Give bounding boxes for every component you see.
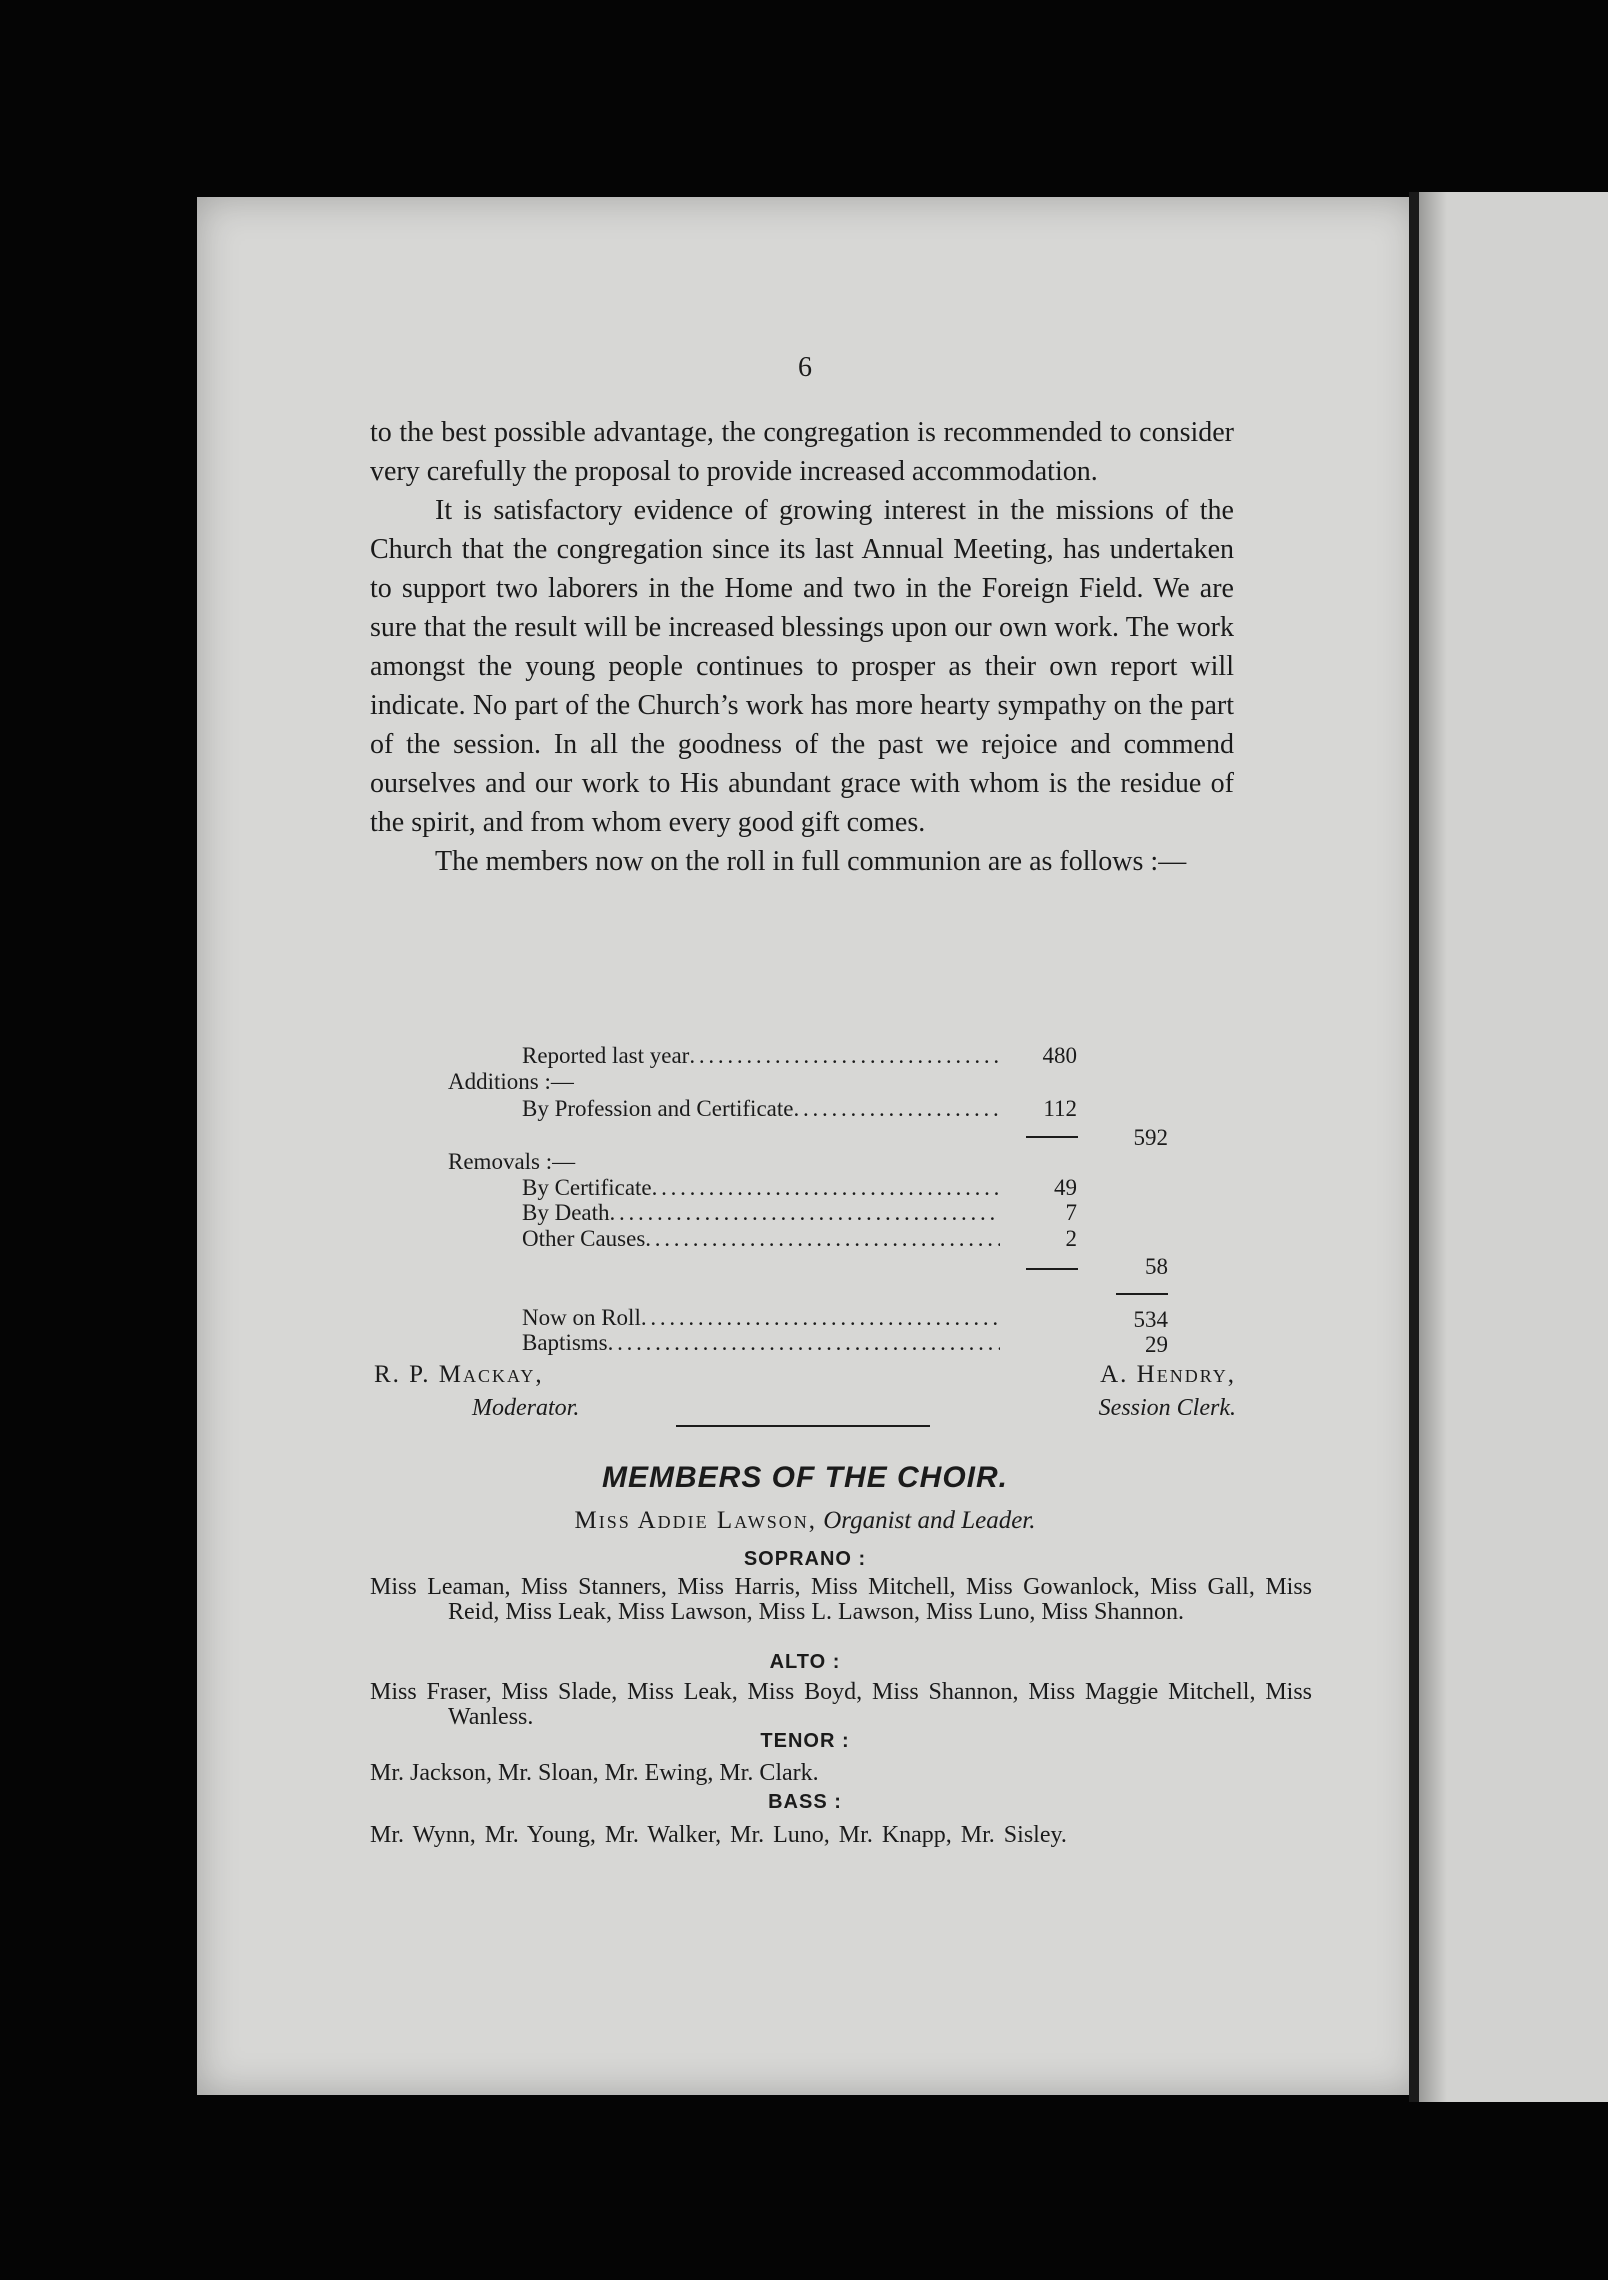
choir-leader: [200, 1507, 1410, 1535]
signature-moderator-name: R. P. Mackay,: [374, 1361, 544, 1388]
roll-label: Baptisms: [522, 1330, 608, 1355]
roll-label: By Certificate: [522, 1175, 652, 1200]
roll-row-other: [522, 1226, 1000, 1252]
soprano-heading: SOPRANO :: [743, 1548, 867, 1570]
leader-dots: [793, 1096, 1000, 1121]
alto-members: Miss Fraser, Miss Slade, Miss Leak, Miss Boyd, Miss Shannon, Miss Maggie Mitchell, Miss Wanless.: [370, 1679, 1312, 1730]
leader-dots: [645, 1226, 1000, 1251]
bass-heading: BASS :: [768, 1791, 842, 1813]
report-body: [370, 413, 1234, 881]
tenor-heading: TENOR :: [760, 1730, 850, 1752]
roll-now-value: 534: [1133, 1307, 1168, 1332]
sum-rule: [1116, 1293, 1168, 1295]
roll-row-death: [522, 1200, 1000, 1226]
leader-name: Miss Addie Lawson,: [574, 1507, 817, 1534]
roll-label: Reported last year: [522, 1043, 690, 1068]
roll-value: 7: [1065, 1200, 1077, 1225]
page-gutter-shadow: [1419, 192, 1447, 2102]
leader-role: Organist and Leader.: [823, 1507, 1036, 1534]
bass-members: Mr. Wynn, Mr. Young, Mr. Walker, Mr. Luno, Mr. Knapp, Mr. Sisley.: [370, 1822, 1067, 1848]
leader-dots: [652, 1175, 1000, 1200]
roll-value: 480: [1042, 1043, 1077, 1068]
leader-dots: [608, 1330, 1000, 1355]
roll-row-certificate: [522, 1175, 1000, 1201]
sum-rule: [1026, 1136, 1078, 1138]
page-edge: [1409, 192, 1419, 2102]
roll-label: Other Causes: [522, 1226, 646, 1251]
signature-moderator-title: Moderator.: [472, 1395, 580, 1421]
paragraph-members-intro: The members now on the roll in full communion are as follows :—: [435, 846, 1187, 877]
tenor-members: Mr. Jackson, Mr. Sloan, Mr. Ewing, Mr. Clark.: [370, 1760, 819, 1786]
leader-dots: [689, 1043, 1000, 1068]
page-number: 6: [798, 352, 812, 383]
adjacent-page: [1419, 192, 1608, 2102]
signature-clerk-title: Session Clerk.: [1098, 1395, 1236, 1421]
roll-value: 2: [1065, 1226, 1077, 1251]
choir-title: MEMBERS OF THE CHOIR.: [601, 1461, 1008, 1494]
paragraph-continued: to the best possible advantage, the congregation is recommended to consider very carefully the proposal to provide increased accommodation.: [370, 417, 1234, 487]
roll-value: 112: [1043, 1096, 1077, 1121]
paragraph-missions: It is satisfactory evidence of growing interest in the missions of the Church that the congregation since its last Annual Meeting, has undertaken to support two laborers in the Home and two in the Foreign Field. We are sure that the result will be increased blessings upon our own work. The work amongst the young people continues to prosper as their own report will indicate. No part of the Church’s work has more hearty sympathy on the part of the session. In all the goodness of the past we rejoice and commend ourselves and our work to His abundant grace with whom is the residue of the spirit, and from whom every good gift comes.: [370, 495, 1234, 838]
roll-subtotal: 592: [1133, 1125, 1168, 1150]
roll-baptisms-value: 29: [1145, 1332, 1168, 1357]
soprano-members: Miss Leaman, Miss Stanners, Miss Harris, Miss Mitchell, Miss Gowanlock, Miss Gall, Miss Reid, Miss Leak, Miss Lawson, Miss L. Lawson, Miss Luno, Miss Shannon.: [370, 1574, 1312, 1625]
roll-label: By Profession and Certificate: [522, 1096, 794, 1121]
leader-dots: [641, 1305, 1000, 1330]
sum-rule: [1026, 1268, 1078, 1270]
roll-heading-additions: Additions :—: [448, 1069, 574, 1094]
roll-label: Now on Roll: [522, 1305, 641, 1330]
leader-dots: [610, 1200, 1000, 1225]
roll-removals-total: 58: [1145, 1254, 1168, 1279]
roll-row-baptisms: [522, 1330, 1000, 1356]
roll-row-now: [522, 1305, 1000, 1331]
roll-value: 49: [1054, 1175, 1077, 1200]
roll-row-profession: [522, 1096, 1000, 1122]
roll-label: By Death: [522, 1200, 610, 1225]
signature-clerk-name: A. Hendry,: [1100, 1361, 1236, 1388]
alto-heading: ALTO :: [769, 1651, 841, 1673]
section-divider: [676, 1425, 930, 1427]
roll-heading-removals: Removals :—: [448, 1149, 576, 1174]
roll-row-reported: [522, 1043, 1000, 1069]
